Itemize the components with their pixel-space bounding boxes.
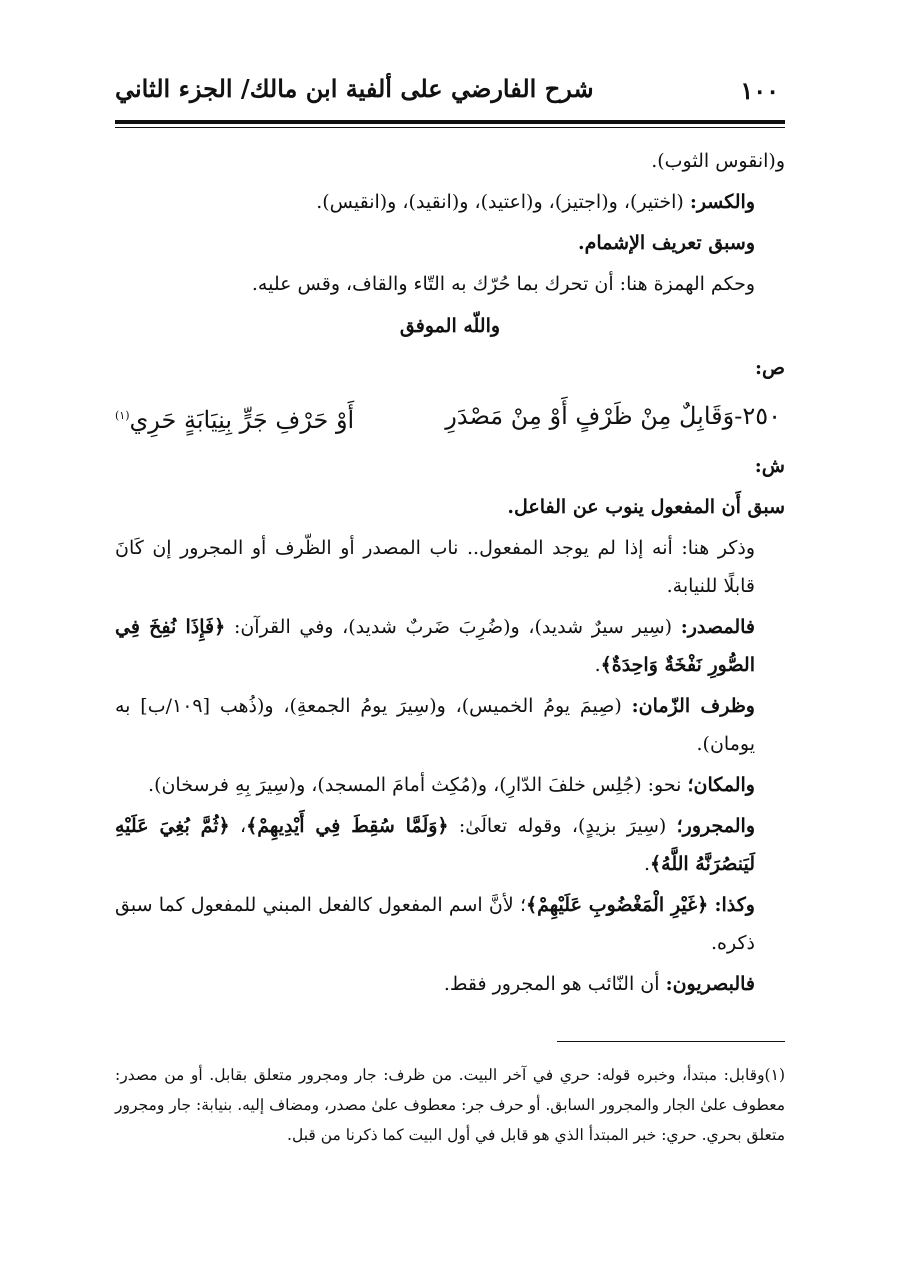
paragraph-label: والمكان؛	[687, 774, 755, 796]
footnote: (١)وقابل: مبتدأ، وخبره قوله: حري في آخر البيت. من ظرف: جار ومجرور متعلق بقابل. أو من مصدر: معطوف علىٰ الجار والمجرور السابق. أو حرف جر: معطوف علىٰ مصدر، ومضاف إليه. بنيابة: جار ومجرور متعلق بحري. حري: خبر المبتدأ الذي هو قابل في أول البيت كما ذكرنا من قبل.	[115, 1066, 785, 1144]
verse-second-hemistich: أَوْ حَرْفِ جَرٍّ بِنِيَابَةٍ حَرِي$^{(١)}$	[115, 406, 355, 434]
paragraph: فالمصدر: (سِير سيرٌ شديد)، و(ضُرِبَ ضَربٌ شديد)، وفي القرآن: ﴿فَإِذَا نُفِخَ فِي الصُّورِ نَفْخَةٌ وَاحِدَةٌ﴾.	[115, 616, 755, 676]
paragraph: والمجرور؛ (سِيرَ بزيدٍ)، وقوله تعالَىٰ: ﴿وَلَمَّا سُقِطَ فِي أَيْدِيهِمْ﴾، ﴿ثُمَّ بُغِيَ عَلَيْهِ لَيَنصُرَنَّهُ اللَّهُ﴾.	[115, 815, 755, 875]
quran-quote: ﴿وَلَمَّا سُقِطَ فِي أَيْدِيهِمْ﴾	[246, 815, 449, 837]
paragraph-label: وظرف الزّمان:	[631, 695, 755, 717]
paragraph-text: (سِير سيرٌ شديد)، و(ضُرِبَ ضَربٌ شديد)، وفي القرآن:	[233, 616, 673, 638]
quran-quote: ﴿فَإِذَا نُفِخَ فِي الصُّورِ نَفْخَةٌ وَاحِدَةٌ﴾	[115, 616, 755, 676]
footnote-ref: (١)	[115, 409, 130, 422]
footnotes	[115, 1060, 785, 1150]
closing-phrase: واللّه الموفق	[399, 315, 501, 337]
paragraph: و(انقوس الثوب).	[651, 150, 785, 172]
paragraph	[115, 687, 785, 763]
poem-verse	[115, 393, 785, 443]
header-rule-thick	[115, 120, 785, 124]
paragraph	[115, 183, 785, 221]
footnote-separator	[557, 1041, 785, 1042]
paragraph-text: (سِيرَ بزيدٍ)، وقوله تعالَىٰ:	[458, 815, 667, 837]
paragraph-label: فالبصريون:	[665, 973, 755, 995]
paragraph: وحكم الهمزة هنا: أن تحرك بما حُرّك به التّاء والقاف، وقس عليه.	[251, 273, 755, 295]
page-header	[115, 70, 785, 120]
section-marker-shin: ش:	[754, 455, 785, 477]
quran-quote: ﴿ثُمَّ بُغِيَ عَلَيْهِ لَيَنصُرَنَّهُ اللَّهُ﴾	[115, 815, 755, 875]
paragraph: وذكر هنا: أنه إذا لم يوجد المفعول.. ناب المصدر أو الظّرف أو المجرور إن كَانَ قابلًا للنيابة.	[115, 537, 755, 597]
paragraph-text: ؛ لأنَّ اسم المفعول كالفعل المبني للمفعول كما سبق ذكره.	[115, 894, 755, 954]
paragraph-text: نحو: (جُلِس خلفَ الدّارِ)، و(مُكِث أمامَ المسجد)، و(سِيرَ بِهِ فرسخان).	[148, 774, 682, 796]
page-number: ١٠٠	[740, 76, 779, 105]
verse-first-hemistich: ٢٥٠-وَقَابِلٌ مِنْ ظَرْفٍ أَوْ مِنْ مَصْدَرِ	[445, 402, 781, 430]
running-title: شرح الفارضي على ألفية ابن مالك/ الجزء الثاني	[115, 74, 594, 103]
paragraph-text: أن النّائب هو المجرور فقط.	[443, 973, 660, 995]
paragraph	[115, 965, 785, 1003]
paragraph-label: والمجرور؛	[676, 815, 755, 837]
header-rule-thin	[115, 127, 785, 128]
section-marker-sad: ص:	[755, 357, 785, 379]
paragraph: سبق أَن المفعول ينوب عن الفاعل.	[507, 496, 785, 518]
paragraph	[115, 766, 785, 804]
book-page	[115, 70, 785, 1230]
paragraph-text: (صِيمَ يومُ الخميس)، و(سِيرَ يومُ الجمعةِ)، و(ذُهب [١٠٩/ب] به يومان).	[115, 695, 755, 755]
paragraph-label: وكذا:	[714, 894, 755, 916]
paragraph: وسبق تعريف الإشمام.	[578, 232, 755, 254]
main-text	[115, 142, 785, 1003]
paragraph-label: والكسر:	[689, 191, 755, 213]
paragraph-text: (اختير)، و(اجتيز)، و(اعتيد)، و(انقيد)، و(انقيس).	[316, 191, 684, 213]
paragraph-label: فالمصدر:	[680, 616, 755, 638]
paragraph	[115, 886, 785, 962]
quran-quote: ﴿غَيْرِ الْمَغْضُوبِ عَلَيْهِمْ﴾	[526, 894, 709, 916]
